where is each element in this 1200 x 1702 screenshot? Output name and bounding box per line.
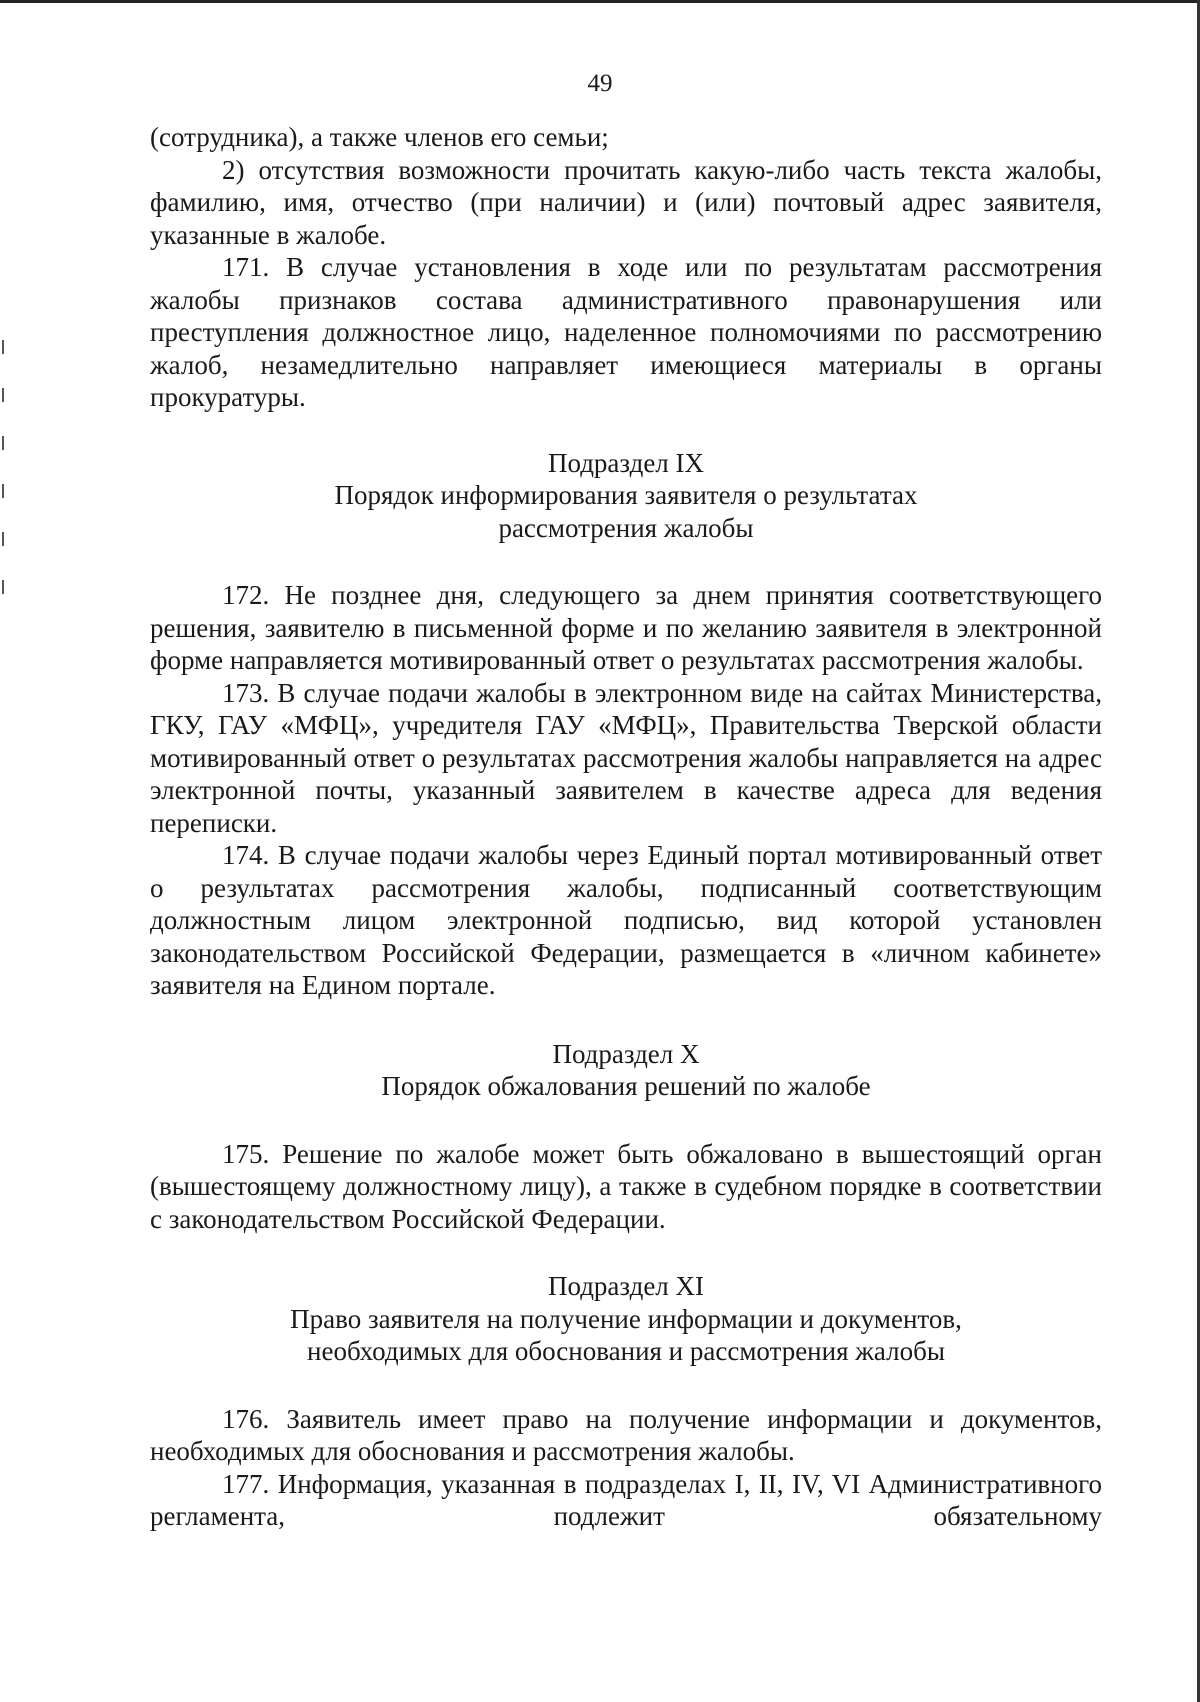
- page-number: 49: [587, 70, 613, 97]
- section-xi-title: Подраздел XI: [547, 1271, 705, 1301]
- paragraph-177: 177. Информация, указанная в подразделах I, II, IV, VI Административного регламента, подлежит обязательному: [150, 1468, 1102, 1531]
- section-x-title: Подраздел X: [552, 1038, 700, 1069]
- paragraph-174: 174. В случае подачи жалобы через Единый портал мотивированный ответ о результатах рассмотрения жалобы, подписанный соответствующим должностным лицом электронной подписью, вид которой установлен законодательством Российской Федерации, размещается в «личном кабинете» заявителя на Едином портале.: [150, 840, 1102, 1000]
- paragraph-176: 176. Заявитель имеет право на получение информации и документов, необходимых для обоснования и рассмотрения жалобы.: [150, 1403, 1102, 1466]
- section-xi-subtitle-line1: Право заявителя на получение информации и документов,: [290, 1303, 962, 1334]
- paragraph-171: 171. В случае установления в ходе или по результатам рассмотрения жалобы признаков состава административного правонарушения или преступления должностное лицо, наделенное полномочиями по рассмотрению жалоб, незамедлительно направляет имеющиеся материалы в органы прокуратуры.: [150, 252, 1102, 412]
- paragraph-175: 175. Решение по жалобе может быть обжаловано в вышестоящий орган (вышестоящему должностному лицу), а также в судебном порядке в соответствии с законодательством Российской Федерации.: [150, 1138, 1102, 1234]
- section-xi-subtitle-line2: необходимых для обоснования и рассмотрения жалобы: [307, 1336, 945, 1366]
- scan-top-edge: [0, 0, 1200, 3]
- scan-left-edge-marks: [2, 340, 4, 600]
- section-ix-subtitle-line2: рассмотрения жалобы: [498, 512, 754, 543]
- paragraph-item-2: 2) отсутствия возможности прочитать какую-либо часть текста жалобы, фамилию, имя, отчество (при наличии) и (или) почтовый адрес заявителя, указанные в жалобе.: [150, 154, 1102, 250]
- section-x-subtitle: Порядок обжалования решений по жалобе: [381, 1071, 871, 1101]
- section-ix-title: Подраздел IX: [547, 447, 705, 478]
- paragraph-173: 173. В случае подачи жалобы в электронном виде на сайтах Министерства, ГКУ, ГАУ «МФЦ», учредителя ГАУ «МФЦ», Правительства Тверской области мотивированный ответ о результатах рассмотрения жалобы направляется на адрес электронной почты, указанный заявителем в качестве адреса для ведения переписки.: [150, 677, 1102, 838]
- section-ix-subtitle-line1: Порядок информирования заявителя о результатах: [334, 480, 918, 510]
- document-body: [150, 121, 1102, 1533]
- paragraph-172: 172. Не позднее дня, следующего за днем принятия соответствующего решения, заявителю в письменной форме и по желанию заявителя в электронной форме направляется мотивированный ответ о результатах рассмотрения жалобы.: [150, 580, 1102, 675]
- paragraph-continuation: (сотрудника), а также членов его семьи;: [150, 122, 609, 152]
